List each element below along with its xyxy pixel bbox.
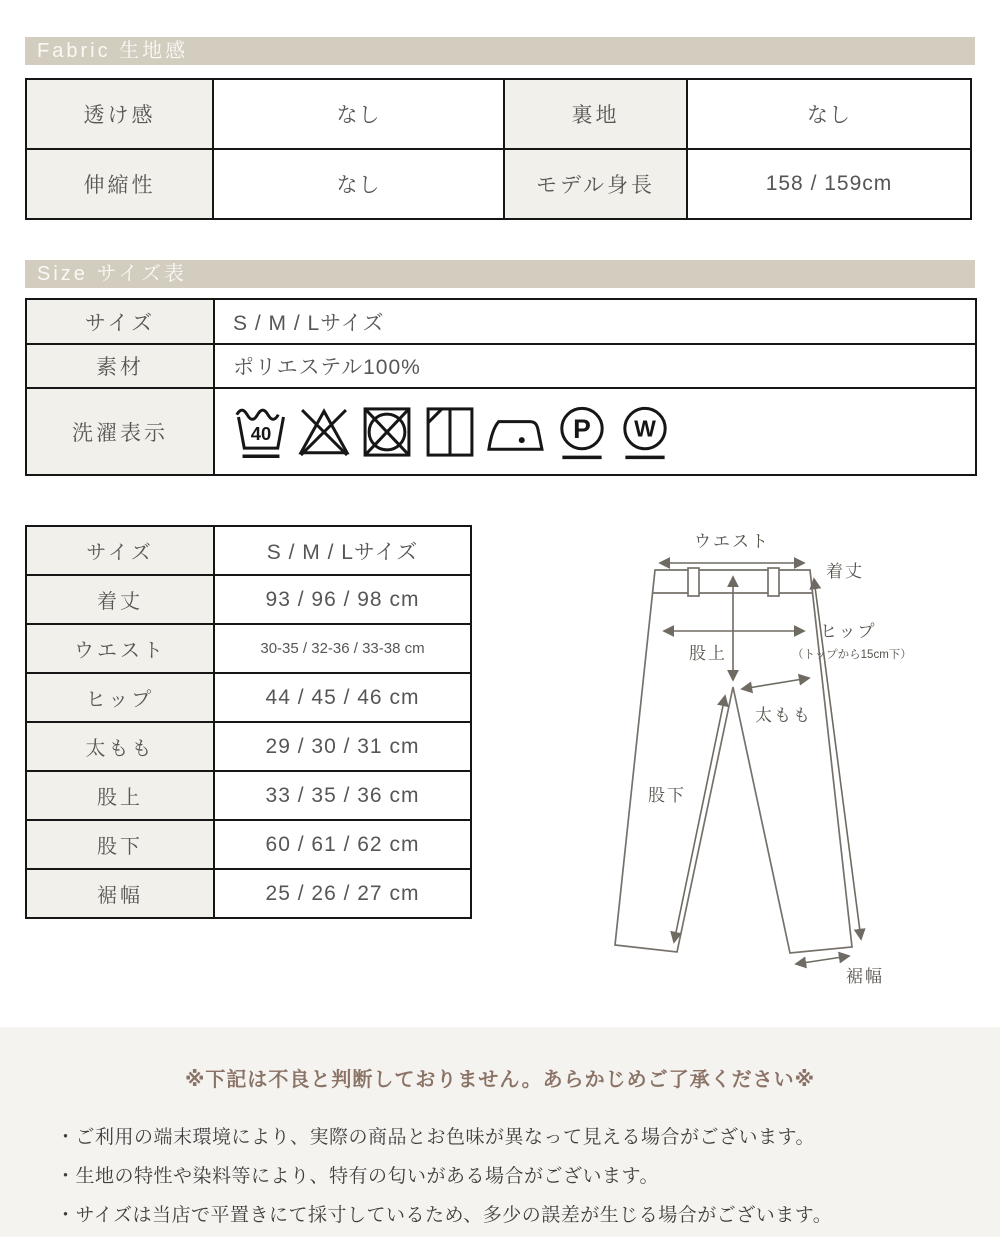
table-row — [26, 344, 976, 388]
diagram-waist-label: ウエスト — [694, 532, 770, 551]
disclaimer-list — [0, 1118, 1000, 1235]
size-value: S / M / Lサイズ — [214, 299, 976, 344]
table-row — [26, 575, 471, 624]
diagram-length-label: 着丈 — [826, 562, 864, 581]
measure-value-hem: 25 / 26 / 27 cm — [214, 869, 471, 918]
material-label: 素材 — [26, 344, 214, 388]
do-not-bleach-icon — [296, 402, 352, 462]
wet-clean-w-icon — [617, 402, 673, 462]
care-label: 洗濯表示 — [26, 388, 214, 475]
laundry-care-icons — [233, 402, 974, 462]
table-row — [26, 388, 976, 475]
disclaimer-section — [0, 1027, 1000, 1237]
iron-low-icon — [485, 402, 547, 462]
fabric-value-stretch: なし — [213, 149, 504, 219]
measure-label-hem: 裾幅 — [26, 869, 214, 918]
table-row — [26, 820, 471, 869]
measure-value-size: S / M / Lサイズ — [214, 526, 471, 575]
measure-label-length: 着丈 — [26, 575, 214, 624]
size-label: サイズ — [26, 299, 214, 344]
table-row — [26, 149, 971, 219]
svg-text:P: P — [573, 413, 591, 444]
measure-label-inseam: 股下 — [26, 820, 214, 869]
table-row — [26, 79, 971, 149]
measure-label-size: サイズ — [26, 526, 214, 575]
measure-label-waist: ウエスト — [26, 624, 214, 673]
measure-value-rise: 33 / 35 / 36 cm — [214, 771, 471, 820]
measure-value-inseam: 60 / 61 / 62 cm — [214, 820, 471, 869]
diagram-thigh-label: 太もも — [755, 706, 812, 725]
diagram-rise-label: 股上 — [689, 644, 727, 663]
fabric-label-sheerness: 透け感 — [26, 79, 213, 149]
measure-label-rise: 股上 — [26, 771, 214, 820]
table-row — [26, 673, 471, 722]
measure-value-waist: 30-35 / 32-36 / 33-38 cm — [214, 624, 471, 673]
table-row — [26, 624, 471, 673]
fabric-label-stretch: 伸縮性 — [26, 149, 213, 219]
size-section-header: Size サイズ表 — [25, 260, 975, 288]
table-row — [26, 869, 471, 918]
table-row — [26, 722, 471, 771]
wash-40-icon — [233, 402, 289, 462]
list-item: ・ご利用の端末環境により、実際の商品とお色味が異なって見える場合がございます。 — [56, 1127, 815, 1148]
svg-text:40: 40 — [250, 422, 272, 444]
fabric-section-header: Fabric 生地感 — [25, 37, 975, 65]
list-item: ・生地の特性や染料等により、特有の匂いがある場合がございます。 — [56, 1166, 659, 1187]
measure-value-hip: 44 / 45 / 46 cm — [214, 673, 471, 722]
diagram-hem-label: 裾幅 — [846, 967, 884, 986]
fabric-table — [25, 78, 972, 220]
svg-text:W: W — [634, 415, 656, 442]
do-not-tumble-dry-icon — [359, 402, 415, 462]
material-value: ポリエステル100% — [214, 344, 976, 388]
table-row — [26, 299, 976, 344]
fabric-value-lining: なし — [687, 79, 971, 149]
care-icons-cell — [214, 388, 976, 475]
diagram-hip-note: （トップから15cm下） — [792, 649, 912, 661]
hang-dry-in-shade-icon — [422, 402, 478, 462]
measure-label-thigh: 太もも — [26, 722, 214, 771]
pants-measurement-diagram — [580, 525, 980, 995]
measure-value-thigh: 29 / 30 / 31 cm — [214, 722, 471, 771]
size-info-table — [25, 298, 977, 476]
disclaimer-title: ※下記は不良と判断しておりません。あらかじめご了承ください※ — [184, 1069, 816, 1091]
fabric-value-sheerness: なし — [213, 79, 504, 149]
measurement-table — [25, 525, 472, 919]
diagram-inseam-label: 股下 — [648, 786, 686, 805]
dry-clean-p-icon — [554, 402, 610, 462]
diagram-hip-label: ヒップ — [820, 622, 877, 641]
fabric-label-lining: 裏地 — [504, 79, 687, 149]
measure-value-length: 93 / 96 / 98 cm — [214, 575, 471, 624]
table-row — [26, 771, 471, 820]
table-row — [26, 526, 471, 575]
list-item: ・サイズは当店で平置きにて採寸しているため、多少の誤差が生じる場合がございます。 — [56, 1205, 833, 1226]
fabric-label-model-height: モデル身長 — [504, 149, 687, 219]
fabric-value-model-height: 158 / 159cm — [687, 149, 971, 219]
measure-label-hip: ヒップ — [26, 673, 214, 722]
